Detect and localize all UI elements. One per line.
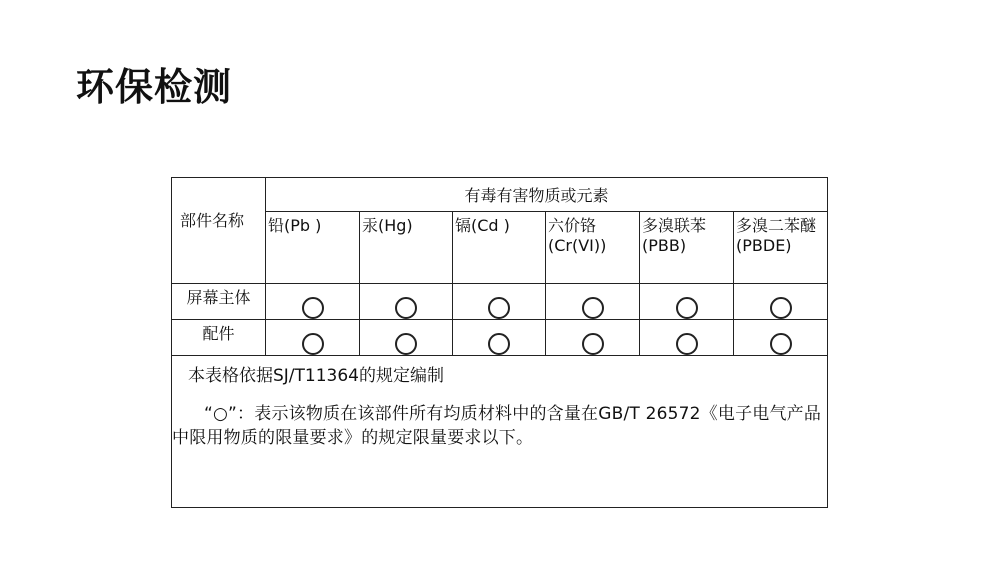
circle-mark-icon <box>770 297 792 319</box>
standard-note: 本表格依据SJ/T11364的规定编制 <box>188 366 444 386</box>
substance-name: 汞(Hg) <box>362 216 413 235</box>
mark-cell <box>734 320 828 356</box>
substance-header-cr6 <box>546 212 640 284</box>
circle-mark-icon <box>488 333 510 355</box>
substance-header-pbde <box>734 212 828 284</box>
circle-mark-icon <box>770 333 792 355</box>
circle-mark-icon <box>582 333 604 355</box>
substance-name: 多溴联苯 <box>642 216 707 235</box>
circle-mark-icon <box>676 333 698 355</box>
part-name-cell: 配件 <box>172 320 266 356</box>
substance-header-pbb <box>640 212 734 284</box>
mark-cell <box>546 284 640 320</box>
substance-symbol: (PBDE) <box>736 236 792 255</box>
circle-mark-icon <box>395 297 417 319</box>
substance-symbol: (Cr(VI)) <box>548 236 607 255</box>
mark-cell <box>266 284 360 320</box>
header-row-group <box>172 178 828 212</box>
mark-cell <box>453 284 546 320</box>
circle-mark-icon <box>676 297 698 319</box>
table-row <box>172 284 828 320</box>
substance-header-cd <box>453 212 546 284</box>
substance-name: 多溴二苯醚 <box>736 216 817 235</box>
table-row <box>172 320 828 356</box>
rohs-table <box>171 177 828 508</box>
header-row-substances <box>172 212 828 284</box>
page-title: 环保检测 <box>76 64 233 109</box>
mark-cell <box>266 320 360 356</box>
substance-name: 镉(Cd ) <box>455 216 510 235</box>
part-name-cell: 屏幕主体 <box>172 284 266 320</box>
mark-cell <box>360 284 453 320</box>
substance-name: 六价铬 <box>548 216 597 235</box>
note-cell <box>172 356 828 508</box>
circle-mark-legend: “○”：表示该物质在该部件所有均质材料中的含量在GB/T 26572《电子电气产品中限用物质的限量要求》的规定限量要求以下。 <box>172 404 822 448</box>
mark-cell <box>453 320 546 356</box>
circle-mark-icon <box>488 297 510 319</box>
mark-cell <box>640 320 734 356</box>
substance-header-pb <box>266 212 360 284</box>
circle-mark-icon <box>395 333 417 355</box>
hazardous-substances-header: 有毒有害物质或元素 <box>266 178 828 212</box>
circle-mark-icon <box>302 333 324 355</box>
part-name-header: 部件名称 <box>172 178 266 284</box>
mark-cell <box>640 284 734 320</box>
circle-mark-icon <box>582 297 604 319</box>
substance-header-hg <box>360 212 453 284</box>
note-row <box>172 356 828 508</box>
mark-cell <box>734 284 828 320</box>
substance-symbol: (PBB) <box>642 236 687 255</box>
circle-mark-icon <box>302 297 324 319</box>
substance-name: 铅(Pb ) <box>268 216 322 235</box>
mark-cell <box>546 320 640 356</box>
mark-cell <box>360 320 453 356</box>
